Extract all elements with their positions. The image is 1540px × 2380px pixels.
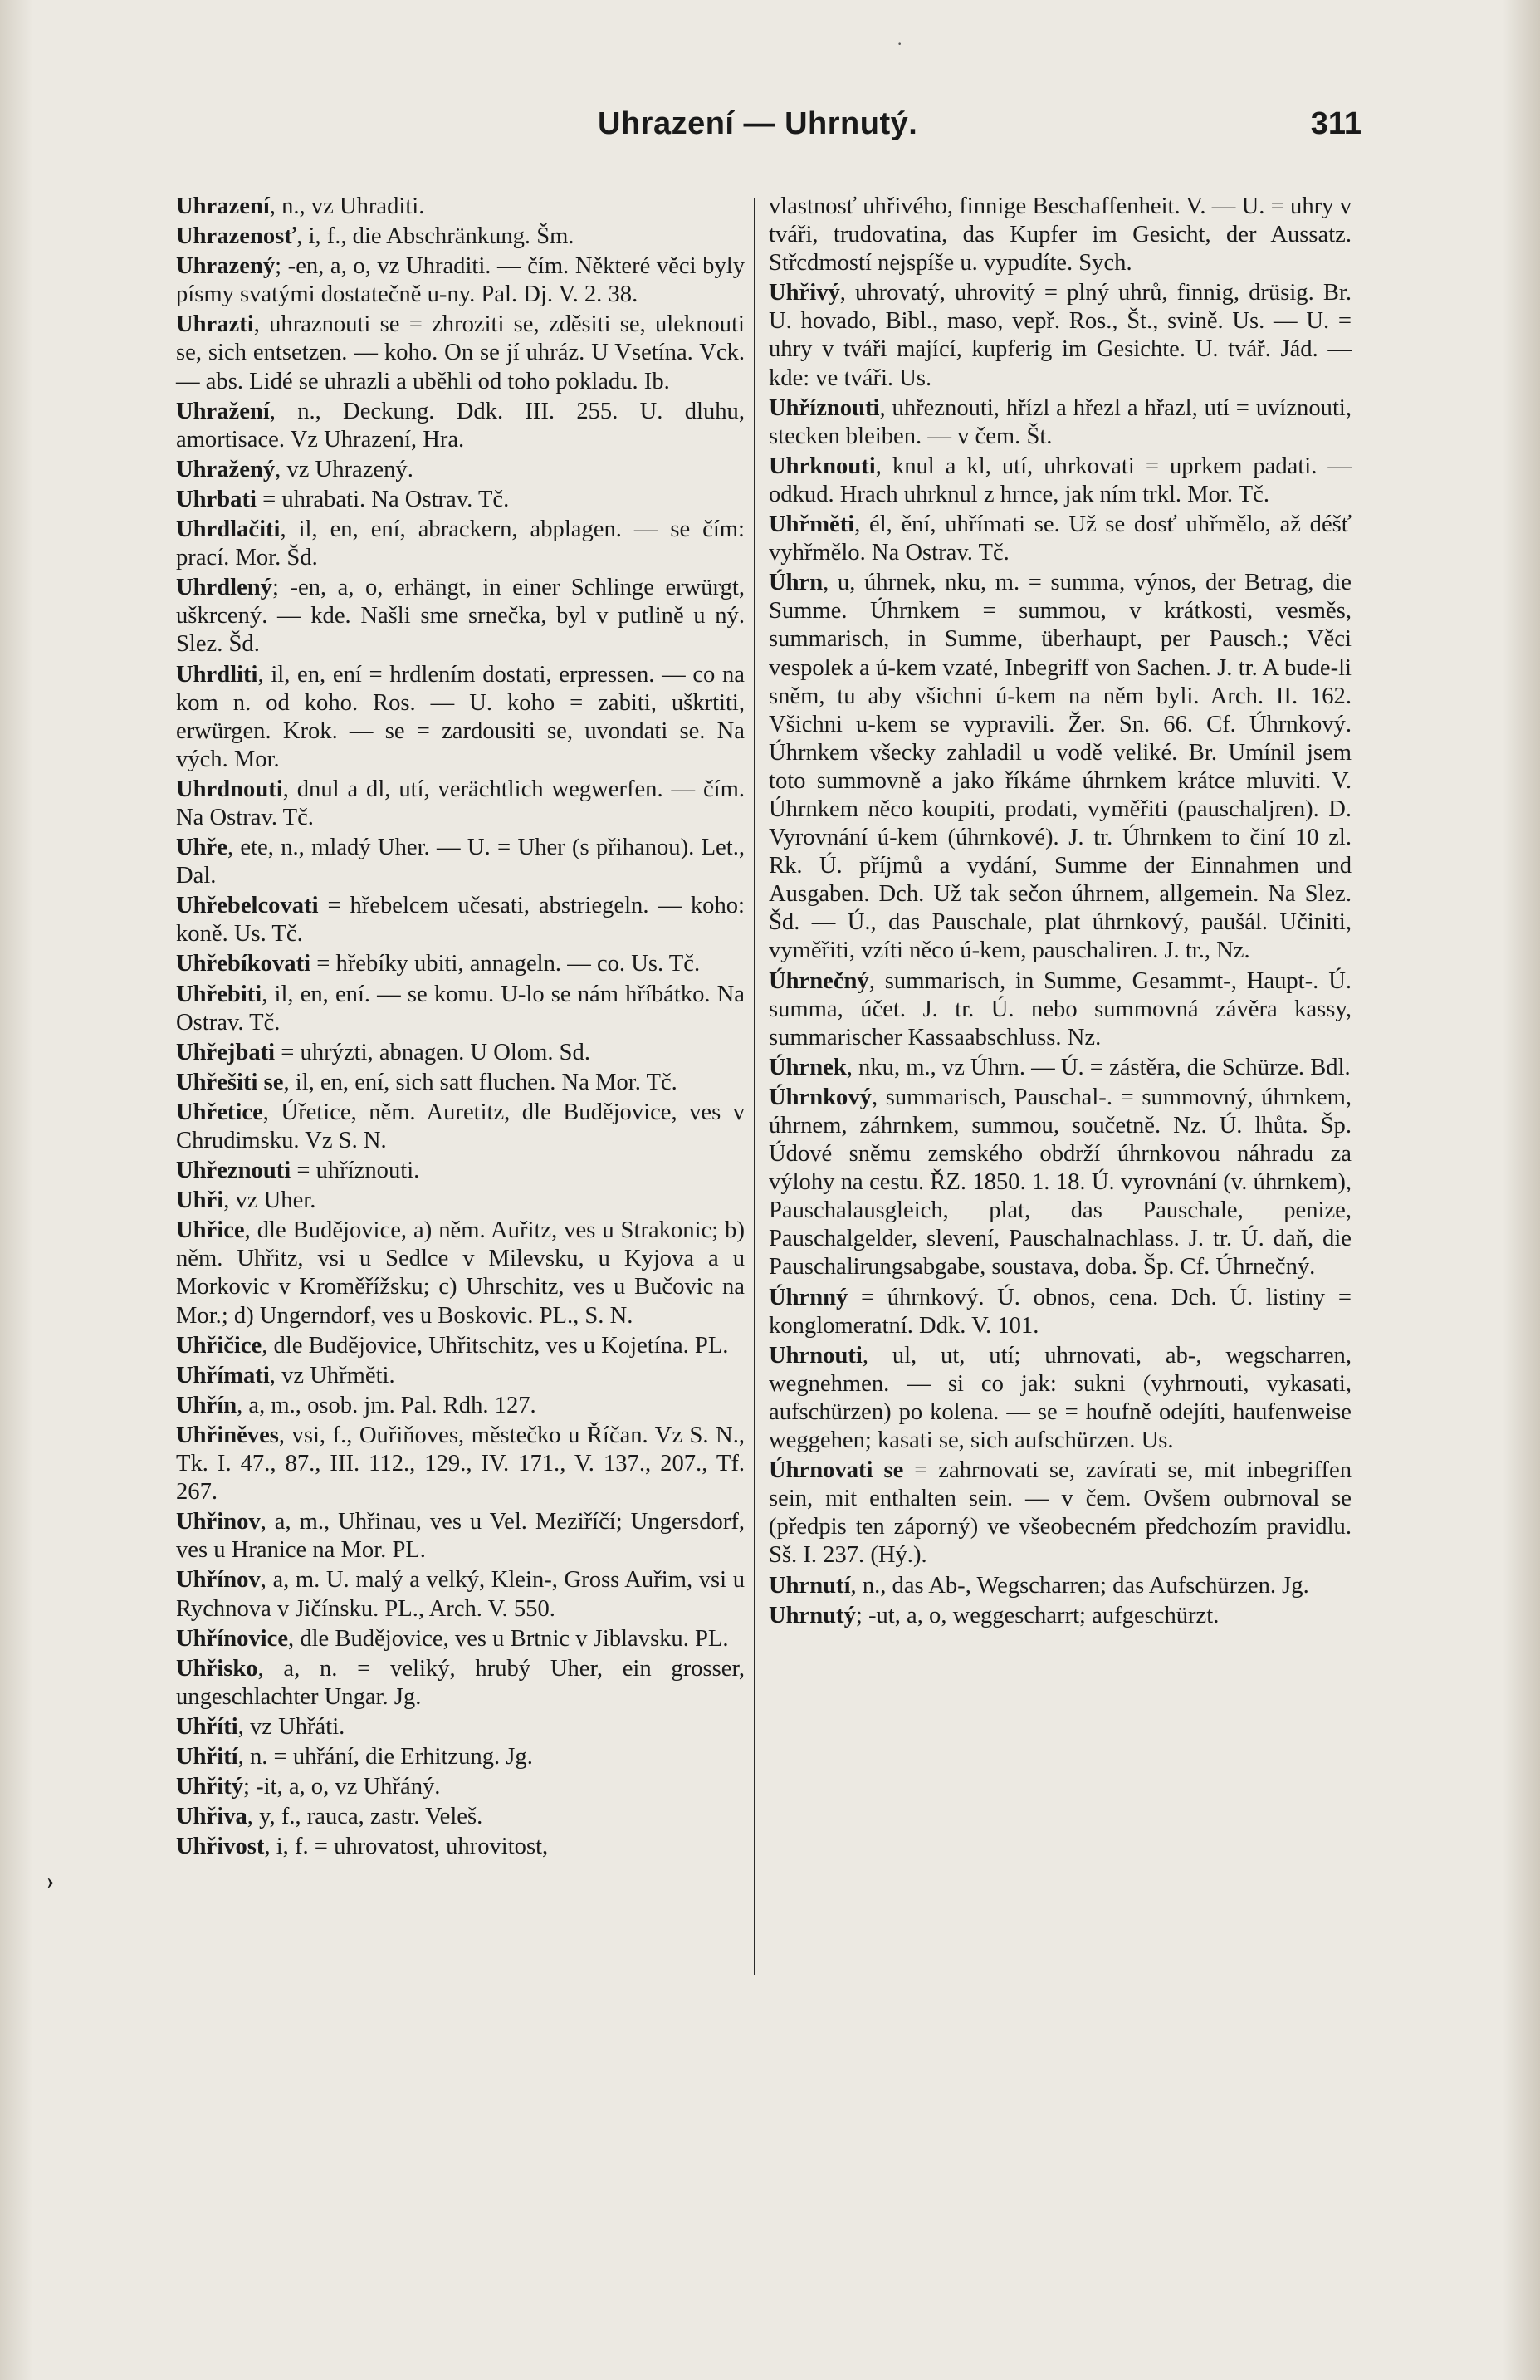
entry-definition: = úhrnkový. Ú. obnos, cena. Dch. Ú. listiny = konglomeratní. Ddk. V. 101. bbox=[769, 1284, 1352, 1339]
entry-definition: , n. = uhřání, die Erhitzung. Jg. bbox=[237, 1743, 533, 1770]
entry-definition: , i, f. = uhrovatost, uhrovitost, bbox=[264, 1834, 549, 1860]
entry-definition: , Úřetice, něm. Auretitz, dle Budějovice, ves v Chrudimsku. Vz S. N. bbox=[176, 1099, 745, 1153]
entry-definition: , n., vz Uhraditi. bbox=[269, 193, 425, 219]
dictionary-entry bbox=[176, 1039, 745, 1067]
entry-definition: , n., Deckung. Ddk. III. 255. U. dluhu, amortisace. Vz Uhrazení, Hra. bbox=[176, 398, 745, 453]
dictionary-entry bbox=[176, 1713, 745, 1741]
dictionary-entry bbox=[176, 456, 745, 484]
dictionary-entry bbox=[769, 511, 1352, 567]
entry-headword: Uhřímati bbox=[176, 1362, 270, 1388]
dictionary-entry: vlastnosť uhřivého, finnige Beschaffenheit. V. — U. = uhry v tváři, trudovatina, das Kupfer im Gesicht, der Aussatz. Střcdmostí nejspíše u. vypudíte. Sych. bbox=[769, 193, 1352, 277]
entry-definition: , u, úhrnek, nku, m. = summa, výnos, der Betrag, die Summe. Úhrnkem = summou, v krátkosti, vesměs, summarisch, in Summe, überhaupt, per Pausch.; Věci vespolek a ú-kem vzaté, Inbegriff von Sachen. J. tr. A bude-li sněm, tu aby všichni ú-kem na něm byli. Arch. II. 162. Všichni u-kem se vypravili. Žer. Sn. 66. Cf. Úhrnkový. Úhrnkem všecky zahladil u vodě veliké. Br. Umínil jsem toto summovně a jako říkáme úhrnkem krátce mluviti. V. Úhrnkem něco koupiti, prodati, vyměřiti (pauschaljren). D. Vyrovnání ú-kem (úhrnkové). J. tr. Úhrnkem to činí 10 zl. Rk. Ú. příjmů a vydání, Summe der Einnahmen und Ausgaben. Dch. Už tak sečon úhrnem, allgemein. Na Slez. Šd. — Ú., das Pauschale, plat úhrnkový, paušál. Učiniti, vyměřiti, vzíti něco ú-kem, pauschaliren. J. tr., Nz. bbox=[769, 570, 1352, 964]
entry-headword: Uhřivost bbox=[176, 1834, 265, 1860]
entry-headword: Uhřebelcovati bbox=[176, 893, 328, 919]
entry-headword: Uhrazti bbox=[176, 311, 254, 338]
entry-headword: Úhrnný bbox=[769, 1284, 861, 1310]
entry-definition: , uhraznouti se = zhroziti se, zděsiti se, uleknouti se, sich entsetzen. — koho. On se jí uhráz. U Vsetína. Vck. — abs. Lidé se uhrazli a uběhli od toho pokladu. Ib. bbox=[176, 311, 745, 394]
dictionary-entry bbox=[769, 1572, 1352, 1600]
entry-headword: Uhrknouti bbox=[769, 453, 876, 479]
entry-headword: Uhře bbox=[176, 835, 227, 861]
dictionary-entry bbox=[176, 574, 745, 659]
entry-headword: Uhrnutí bbox=[769, 1572, 851, 1599]
dictionary-entry bbox=[176, 398, 745, 454]
dictionary-entry bbox=[769, 967, 1352, 1052]
dictionary-entry bbox=[176, 486, 745, 514]
dictionary-entry bbox=[176, 950, 745, 978]
entry-definition: , il, en, ení = hrdlením dostati, erpressen. — co na kom n. od koho. Ros. — U. koho = zabiti, uškrtiti, erwürgen. Krok. — se = zardousiti se, uvondati se. Na vých. Mor. bbox=[176, 661, 745, 772]
entry-definition: , uhrovatý, uhrovitý = plný uhrů, finnig, drüsig. Br. U. hovado, Bibl., maso, vepř. Ros., Št., svině. Us. — U. = uhry v tváři mající, kupferig im Gesichte. U. tvář. Jád. — kde: ve tváři. Us. bbox=[769, 280, 1352, 391]
entry-headword: Úhrnovati se bbox=[769, 1457, 915, 1484]
entry-headword: Uhřitý bbox=[176, 1774, 244, 1800]
entry-definition: , dle Budějovice, a) něm. Auřitz, ves u Strakonic; b) něm. Uhřitz, vsi u Sedlce v Milevsku, u Kyjova a u Morkovic v Kroměřížsku; c) Uhrschitz, ves u Bučovic na Mor.; d) Ungerndorf, ves u Boskovic. PL., S. N. bbox=[176, 1217, 745, 1329]
dictionary-entry bbox=[176, 1332, 745, 1360]
entry-definition: , il, en, ení. — se komu. U-lo se nám hříbátko. Na Ostrav. Tč. bbox=[176, 981, 745, 1036]
entry-definition: , ul, ut, utí; uhrnovati, ab-, wegscharren, wegnehmen. — si co jak: sukni (vyhrnouti, vykasati, aufschürzen) po kolena. — se = houfně odejíti, haufenweise weggehen; kasati se, sich aufschürzen. Us. bbox=[769, 1342, 1352, 1454]
dictionary-entry bbox=[176, 1773, 745, 1801]
dictionary-entry bbox=[176, 223, 745, 251]
entry-definition: , vz Uher. bbox=[223, 1188, 316, 1214]
entry-definition: , knul a kl, utí, uhrkovati = uprkem padati. — odkud. Hrach uhrknul z hrnce, jak ním trkl. Mor. Tč. bbox=[769, 453, 1352, 507]
entry-headword: Uhřeznouti bbox=[176, 1158, 297, 1184]
page-speck: · bbox=[897, 33, 903, 54]
dictionary-entry bbox=[176, 1187, 745, 1215]
dictionary-entry bbox=[769, 1084, 1352, 1282]
entry-definition: = uhrýzti, abnagen. U Olom. Sd. bbox=[281, 1039, 590, 1065]
entry-definition: , a, m., Uhřinau, ves u Vel. Meziříčí; Ungersdorf, ves u Hranice na Mor. PL. bbox=[176, 1509, 745, 1564]
entry-definition: , il, en, ení, abrackern, abplagen. — se čím: prací. Mor. Šd. bbox=[176, 517, 745, 571]
entry-headword: Uhřinov bbox=[176, 1509, 261, 1535]
entry-headword: Uhrdlačiti bbox=[176, 517, 281, 543]
entry-headword: Uhražení bbox=[176, 398, 270, 424]
entry-definition: , summarisch, in Summe, Gesammt-, Haupt-. Ú. summa, účet. J. tr. Ú. nebo summovná závěra kassy, summarischer Kassaabschluss. Nz. bbox=[769, 967, 1352, 1050]
dictionary-entry bbox=[769, 1602, 1352, 1630]
dictionary-entry bbox=[769, 394, 1352, 451]
entry-headword: Uhrazený bbox=[176, 253, 276, 280]
entry-definition: ; -it, a, o, vz Uhřáný. bbox=[243, 1774, 441, 1800]
dictionary-entry bbox=[176, 516, 745, 572]
entry-definition: = hřebíky ubiti, annageln. — co. Us. Tč. bbox=[316, 951, 701, 977]
margin-mark: › bbox=[46, 1868, 55, 1894]
dictionary-entry bbox=[769, 1284, 1352, 1340]
entry-definition: , vz Uhrazený. bbox=[275, 456, 413, 482]
entry-definition: ; -en, a, o, erhängt, in einer Schlinge erwürgt, uškrcený. — kde. Našli sme srnečka, byl v putlině u ný. Slez. Šd. bbox=[176, 575, 745, 658]
entry-definition: = uhrabati. Na Ostrav. Tč. bbox=[262, 486, 510, 512]
entry-definition: , dnul a dl, utí, verächtlich wegwerfen. — čím. Na Ostrav. Tč. bbox=[176, 776, 745, 830]
dictionary-entry bbox=[176, 1422, 745, 1506]
entry-headword: Uhřejbati bbox=[176, 1039, 281, 1065]
dictionary-entry bbox=[176, 1099, 745, 1155]
entry-definition: , a, n. = veliký, hrubý Uher, ein grosser, ungeschlachter Ungar. Jg. bbox=[176, 1655, 745, 1710]
entry-definition: = uhříznouti. bbox=[296, 1158, 420, 1184]
dictionary-entry bbox=[176, 1069, 745, 1097]
dictionary-entry bbox=[769, 1054, 1352, 1082]
entry-definition: , il, en, ení, sich satt fluchen. Na Mor. Tč. bbox=[283, 1069, 677, 1095]
dictionary-entry bbox=[176, 981, 745, 1037]
entry-definition: , ete, n., mladý Uher. — U. = Uher (s přihanou). Let., Dal. bbox=[176, 835, 745, 889]
dictionary-entry bbox=[769, 453, 1352, 509]
entry-headword: Uhřebiti bbox=[176, 981, 262, 1007]
entry-headword: Uhřetice bbox=[176, 1099, 263, 1125]
dictionary-entry bbox=[176, 1833, 745, 1861]
dictionary-entry bbox=[176, 1803, 745, 1831]
entry-definition: , vsi, f., Ouřiňoves, městečko u Říčan. Vz S. N., Tk. I. 47., 87., III. 112., 129., IV. 171., V. 137., 207., Tf. 267. bbox=[176, 1422, 745, 1506]
page-header bbox=[166, 106, 1362, 148]
entry-headword: Uhrdlený bbox=[176, 575, 272, 601]
entry-headword: Uhrazení bbox=[176, 193, 270, 219]
entry-headword: Uhřice bbox=[176, 1217, 245, 1244]
entry-definition: , uhřeznouti, hřízl a hřezl a hřazl, utí = uvíznouti, stecken bleiben. — v čem. Št. bbox=[769, 394, 1352, 449]
entry-definition: ; -en, a, o, vz Uhraditi. — čím. Některé věci byly písmy svatými dostatečně u-ny. Pal. Dj. V. 2. 38. bbox=[176, 253, 745, 308]
column-divider bbox=[754, 198, 755, 1975]
entry-headword: Uhřebíkovati bbox=[176, 951, 317, 977]
dictionary-entry bbox=[769, 279, 1352, 392]
entry-headword: Úhrn bbox=[769, 570, 824, 596]
entry-headword: Uhrbati bbox=[176, 486, 263, 512]
dictionary-entry bbox=[176, 1362, 745, 1390]
entry-headword: Uhrnutý bbox=[769, 1602, 856, 1628]
running-head: Uhrazení — Uhrnutý. bbox=[598, 106, 918, 141]
dictionary-entry bbox=[176, 1508, 745, 1565]
entry-definition: , dle Budějovice, ves u Brtnic v Jiblavsku. PL. bbox=[288, 1625, 729, 1652]
entry-definition: = zahrnovati se, zavírati se, mit inbegriffen sein, mit enthalten sein. — v čem. Ovšem oubrnoval se (předpis ten záporný) ve všeobecném předchozím pravidlu. Sš. I. 237. (Hý.). bbox=[769, 1457, 1352, 1569]
entry-definition: , y, f., rauca, zastr. Veleš. bbox=[247, 1804, 483, 1830]
entry-headword: Uhřití bbox=[176, 1743, 238, 1770]
right-column bbox=[769, 193, 1352, 1632]
entry-definition: , a, m., osob. jm. Pal. Rdh. 127. bbox=[237, 1392, 536, 1418]
dictionary-entry bbox=[176, 1217, 745, 1330]
entry-headword: Uhřiva bbox=[176, 1804, 247, 1830]
entry-headword: Úhrnečný bbox=[769, 967, 869, 994]
entry-definition: , n., das Ab-, Wegscharren; das Aufschürzen. Jg. bbox=[850, 1572, 1309, 1599]
entry-definition: , nku, m., vz Úhrn. — Ú. = zástěra, die Schürze. Bdl. bbox=[846, 1054, 1351, 1080]
entry-headword: Uhříznouti bbox=[769, 394, 880, 421]
entry-headword: Uhrazenosť bbox=[176, 223, 297, 250]
dictionary-entry bbox=[176, 661, 745, 774]
entry-definition: , vz Uhřáti. bbox=[237, 1713, 345, 1740]
dictionary-entry bbox=[176, 1392, 745, 1420]
dictionary-entry bbox=[176, 892, 745, 948]
entry-headword: Uhřín bbox=[176, 1392, 237, 1418]
entry-headword: Uhrdliti bbox=[176, 661, 258, 688]
entry-headword: Uhřivý bbox=[769, 280, 840, 306]
dictionary-entry bbox=[176, 1655, 745, 1712]
entry-headword: Uhřínovice bbox=[176, 1625, 289, 1652]
entry-headword: Uhřešiti se bbox=[176, 1069, 284, 1095]
dictionary-entry bbox=[769, 569, 1352, 965]
entry-headword: Uhřměti bbox=[769, 512, 855, 538]
entry-definition: ; -ut, a, o, weggescharrt; aufgeschürzt. bbox=[855, 1602, 1220, 1628]
entry-headword: Uhříti bbox=[176, 1713, 238, 1740]
entry-headword: Uhřičice bbox=[176, 1332, 262, 1359]
dictionary-entry bbox=[176, 311, 745, 395]
entry-headword: Uhřínov bbox=[176, 1567, 261, 1594]
dictionary-entry bbox=[176, 776, 745, 832]
entry-definition: , a, m. U. malý a velký, Klein-, Gross Auřim, vsi u Rychnova v Jičínsku. PL., Arch. V. 550. bbox=[176, 1567, 745, 1622]
dictionary-entry bbox=[176, 1566, 745, 1623]
dictionary-entry bbox=[176, 1625, 745, 1653]
dictionary-entry bbox=[176, 1743, 745, 1771]
left-column bbox=[176, 193, 745, 1863]
dictionary-entry bbox=[176, 834, 745, 890]
entry-definition: , vz Uhřměti. bbox=[269, 1362, 395, 1388]
entry-headword: Uhři bbox=[176, 1188, 224, 1214]
entry-headword: Úhrnkový bbox=[769, 1084, 872, 1110]
entry-definition: , él, ění, uhřímati se. Už se dosť uhřmělo, až déšť vyhřmělo. Na Ostrav. Tč. bbox=[769, 512, 1352, 566]
entry-headword: Uhražený bbox=[176, 456, 276, 482]
entry-definition: , i, f., die Abschränkung. Šm. bbox=[296, 223, 574, 250]
entry-headword: Uhřisko bbox=[176, 1655, 258, 1682]
dictionary-entry bbox=[176, 193, 745, 221]
dictionary-entry bbox=[769, 1342, 1352, 1455]
entry-headword: Uhrdnouti bbox=[176, 776, 283, 802]
entry-headword: Uhřiněves bbox=[176, 1422, 279, 1448]
dictionary-entry bbox=[769, 1457, 1352, 1570]
entry-definition: , summarisch, Pauschal-. = summovný, úhrnkem, úhrnem, záhrnkem, summou, součetně. Nz. Ú. lhůta. Šp. Údové sněmu zemského obdrží úhrnkovou náhradu za výlohy na cestu. ŘZ. 1850. 1. 18. Ú. vyrovnání (v. úhrnkem), Pauschalausgleich, plat, das Pauschale, penize, Pauschalgelder, slevení, Pauschalnachlass. J. tr. Ú. daň, die Pauschalirungsabgabe, soustava, doba. Šp. Cf. Úhrnečný. bbox=[769, 1084, 1352, 1281]
dictionary-entry bbox=[176, 1157, 745, 1185]
entry-definition: , dle Budějovice, Uhřitschitz, ves u Kojetína. PL. bbox=[262, 1332, 729, 1359]
dictionary-entry bbox=[176, 252, 745, 309]
entry-definition: = hřebelcem učesati, abstriegeln. — koho: koně. Us. Tč. bbox=[176, 893, 746, 948]
entry-headword: Úhrnek bbox=[769, 1054, 847, 1080]
page-number: 311 bbox=[1310, 106, 1362, 141]
entry-headword: Uhrnouti bbox=[769, 1342, 863, 1369]
